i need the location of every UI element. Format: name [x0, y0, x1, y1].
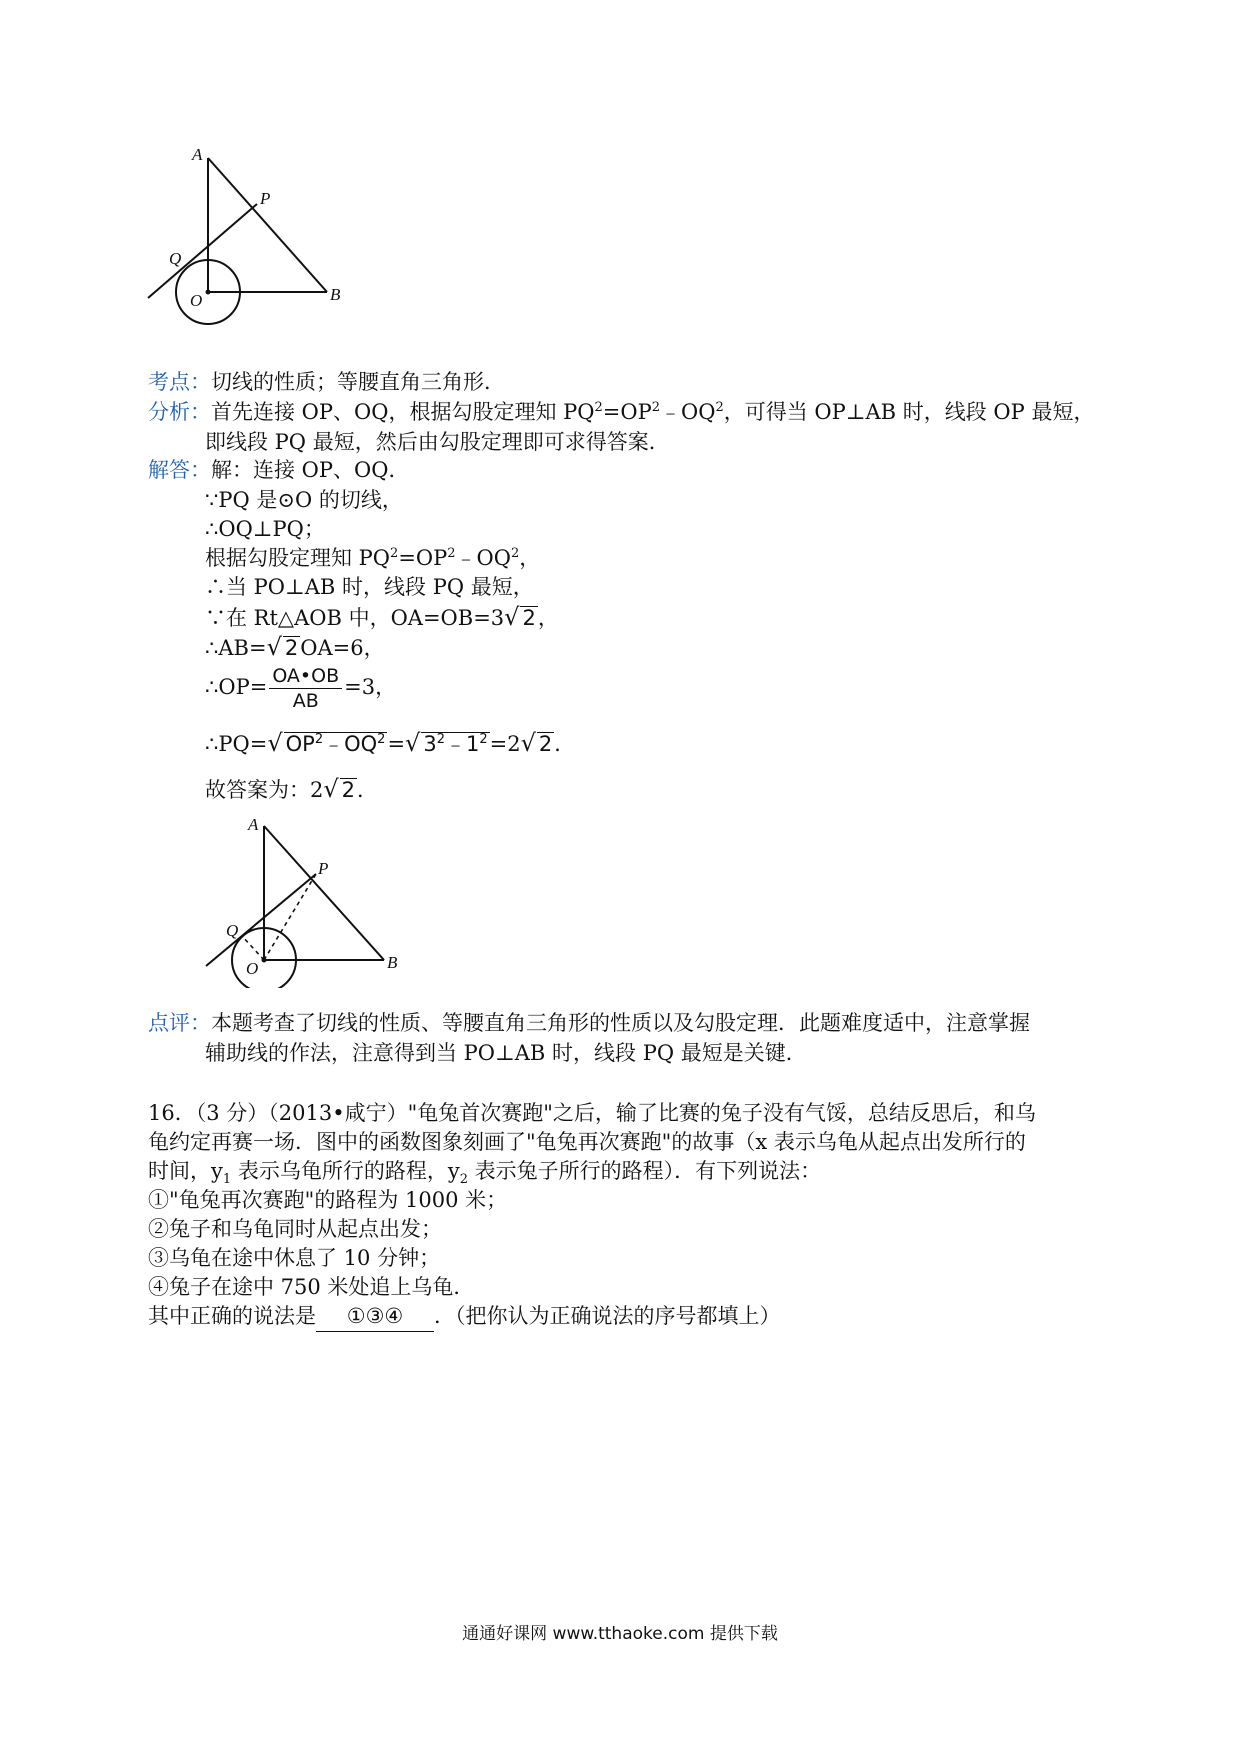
radical-sign: √	[266, 633, 282, 661]
kaodian-line	[148, 367, 505, 397]
jieda-text-5: ∴当 PO⊥AB 时，线段 PQ 最短，	[205, 575, 534, 599]
label-b: B	[387, 953, 398, 972]
subscript-1: 1	[222, 1172, 232, 1188]
label-o: O	[246, 959, 259, 978]
statement-3: ③乌龟在途中休息了 10 分钟；	[148, 1246, 441, 1270]
fenxi-tag: 分析：	[148, 400, 211, 424]
q16-statement-3	[148, 1243, 440, 1273]
sqrt-3-1	[421, 732, 489, 755]
jieda-line-3	[205, 514, 325, 544]
jieda-text-7a: ∴AB=	[205, 636, 267, 660]
statement-1: ①"龟兔再次赛跑"的路程为 1000 米；	[148, 1188, 508, 1212]
radical-sign: √	[405, 729, 421, 757]
jieda-text-1: 解：连接 OP、OQ．	[211, 458, 410, 482]
jieda-text-9d: =	[387, 732, 406, 756]
fraction-numerator: OA•OB	[269, 664, 342, 689]
tangent-line	[148, 204, 257, 298]
fenxi-text-d: ，可得当 OP⊥AB 时，线段 OP 最短，	[723, 400, 1095, 424]
fraction-denominator: AB	[292, 690, 319, 712]
dianping-text-1: 本题考查了切线的性质、等腰直角三角形的性质以及勾股定理．此题难度适中，注意掌握	[211, 1011, 1030, 1035]
exp: 2	[510, 546, 520, 561]
jieda-text-6c: ，	[537, 606, 559, 630]
jieda-line-6	[205, 602, 559, 633]
segment-ab	[208, 158, 327, 292]
sqrt-2: 2	[522, 606, 536, 630]
q16-text-2: 龟约定再赛一场．图中的函数图象刻画了"龟兔再次赛跑"的故事（x 表示乌龟从起点出发所行的	[148, 1130, 1026, 1154]
fenxi-text-2: 即线段 PQ 最短，然后由勾股定理即可求得答案．	[205, 430, 670, 454]
radical-sign: √	[323, 775, 339, 803]
kaodian-tag: 考点：	[148, 370, 211, 394]
jieda-text-9a: ∴PQ=	[205, 732, 268, 756]
radical-sign: √	[520, 729, 536, 757]
label-b: B	[330, 285, 341, 304]
label-a: A	[192, 145, 203, 164]
jieda-line-9	[205, 728, 575, 759]
jieda-text-9i: ．	[554, 732, 576, 756]
jieda-text-9g: =2	[489, 732, 521, 756]
answer-blank: ①③④	[316, 1301, 434, 1332]
q16-line-2	[148, 1127, 1026, 1157]
sqrt-op: OP	[285, 732, 315, 756]
answer-prefix: 其中正确的说法是	[148, 1304, 316, 1328]
exp: 2	[436, 732, 445, 747]
dianping-line-2	[205, 1038, 807, 1068]
geometry-figure-2	[198, 808, 418, 988]
jieda-text-6a: ∵在 Rt△AOB 中，OA=OB=3	[205, 606, 505, 630]
fenxi-line-1	[148, 397, 1094, 427]
exp: 2	[715, 400, 724, 415]
sqrt-2: 2	[284, 636, 299, 660]
jieda-text-10c: ．	[357, 778, 379, 802]
q16-text-1: 16．（3 分）（2013•咸宁）"龟兔首次赛跑"之后，输了比赛的兔子没有气馁，总结反思后，和乌	[148, 1101, 1036, 1125]
q16-statement-4	[148, 1272, 474, 1302]
dashed-oq	[242, 936, 264, 960]
sqrt-op-oq	[284, 732, 388, 755]
radical-sign: √	[267, 729, 283, 757]
exp: 2	[651, 400, 660, 415]
jieda-text-8a: ∴OP=	[205, 675, 268, 699]
q16-statement-2	[148, 1214, 442, 1244]
q16-text-3c: 表示兔子所行的路程）．有下列说法：	[467, 1159, 822, 1183]
fraction-op	[269, 664, 342, 713]
jieda-text-7c: OA=6，	[300, 636, 385, 660]
q16-line-3	[148, 1156, 821, 1186]
q16-statement-1	[148, 1185, 507, 1215]
exp: 2	[594, 400, 603, 415]
jieda-text-10a: 故答案为：2	[205, 778, 324, 802]
fenxi-text-c: ﹣OQ	[660, 400, 716, 424]
jieda-line-2	[205, 485, 403, 515]
jieda-line-1	[148, 455, 409, 485]
jieda-text-4b: =OP	[398, 546, 448, 570]
page-footer: 通通好课网 www.tthaoke.com 提供下载	[462, 1624, 778, 1644]
jieda-text-2: ∵PQ 是⊙O 的切线，	[205, 488, 403, 512]
fenxi-line-2	[205, 427, 670, 457]
sqrt-2: 2	[341, 778, 356, 802]
exp: 2	[447, 546, 456, 561]
label-p: P	[318, 859, 329, 878]
tangent-line	[206, 874, 316, 966]
jieda-text-4a: 根据勾股定理知 PQ	[205, 546, 391, 570]
dianping-tag: 点评：	[148, 1011, 211, 1035]
geometry-figure-1	[140, 140, 370, 340]
sqrt-3: 3	[423, 732, 437, 756]
sqrt-2: 2	[538, 732, 553, 756]
sqrt-oq: ﹣OQ	[323, 732, 378, 756]
exp: 2	[479, 732, 488, 747]
point-o	[206, 290, 211, 295]
q16-answer-line	[148, 1301, 781, 1332]
radical-sign: √	[504, 603, 520, 631]
label-q: Q	[169, 249, 182, 268]
jieda-line-10	[205, 774, 378, 805]
q16-text-3b: 表示乌龟所行的路程，y	[231, 1159, 460, 1183]
jieda-text-4c: ﹣OQ	[455, 546, 511, 570]
jieda-line-7	[205, 632, 385, 663]
jieda-text-3: ∴OQ⊥PQ；	[205, 517, 325, 541]
dianping-line-1	[148, 1008, 1030, 1038]
point-o	[262, 958, 267, 963]
fenxi-text-a: 首先连接 OP、OQ，根据勾股定理知 PQ	[211, 400, 595, 424]
exp: 2	[390, 546, 399, 561]
statement-2: ②兔子和乌龟同时从起点出发；	[148, 1217, 442, 1241]
q16-text-3a: 时间，y	[148, 1159, 223, 1183]
exp: 2	[314, 732, 324, 747]
exp: 2	[377, 732, 386, 747]
dianping-text-2: 辅助线的作法，注意得到当 PO⊥AB 时，线段 PQ 最短是关键．	[205, 1041, 807, 1065]
jieda-tag: 解答：	[148, 458, 211, 482]
statement-4: ④兔子在途中 750 米处追上乌龟．	[148, 1275, 475, 1299]
answer-suffix: ．（把你认为正确说法的序号都填上）	[434, 1304, 781, 1328]
label-p: P	[260, 189, 271, 208]
jieda-line-5	[205, 572, 534, 602]
kaodian-text: 切线的性质；等腰直角三角形．	[211, 370, 505, 394]
dashed-op	[264, 874, 316, 960]
fenxi-text-b: =OP	[602, 400, 652, 424]
segment-ab	[264, 826, 384, 960]
jieda-text-8c: =3，	[344, 675, 397, 699]
label-a: A	[248, 815, 259, 834]
label-q: Q	[226, 921, 239, 940]
label-o: O	[190, 291, 203, 310]
q16-line-1	[148, 1098, 1036, 1128]
sqrt-minus-1: ﹣1	[445, 732, 480, 756]
jieda-line-4	[205, 543, 540, 573]
jieda-line-8	[205, 664, 396, 713]
subscript-2: 2	[459, 1172, 468, 1188]
jieda-text-4d: ，	[519, 546, 541, 570]
